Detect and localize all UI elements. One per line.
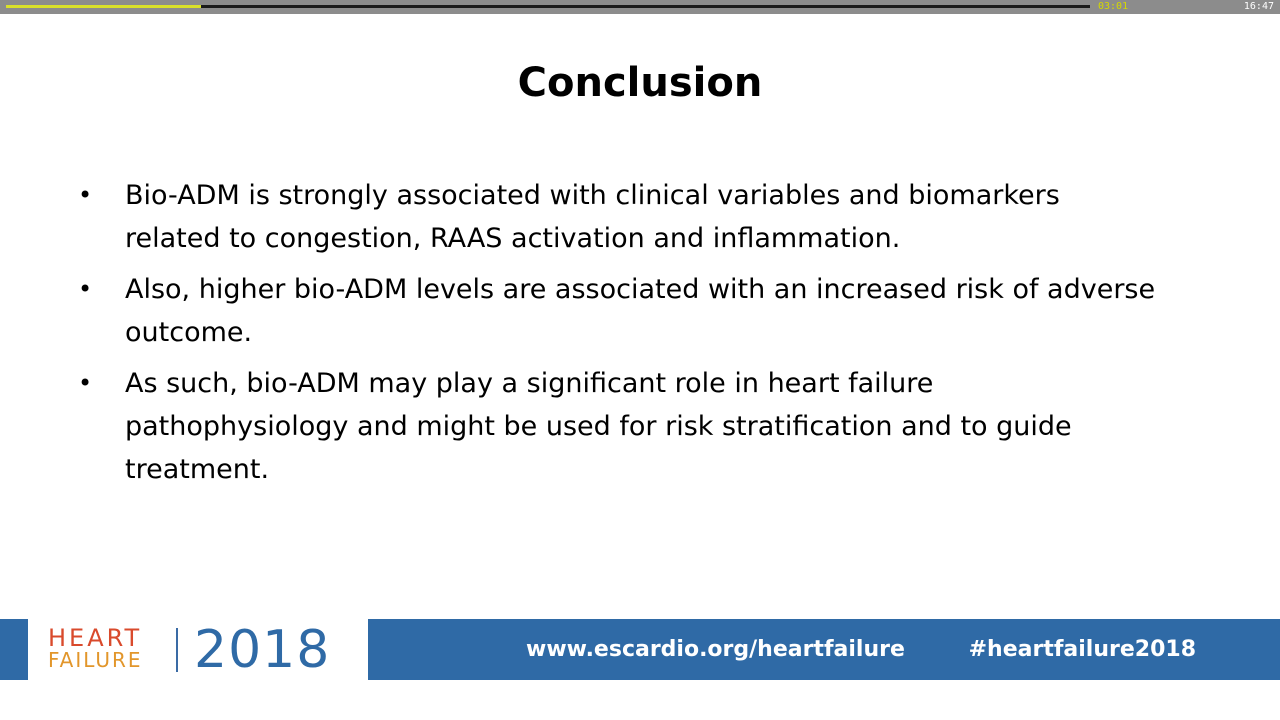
logo-failure-text: FAILURE — [48, 648, 143, 672]
bullet-list — [78, 174, 1158, 499]
bullet-item — [78, 362, 1158, 491]
bullet-text: Bio-ADM is strongly associated with clinical variables and biomarkers related to congestion, RAAS activation and inflammation. — [125, 180, 1060, 254]
bullet-item — [78, 268, 1158, 354]
bullet-icon: • — [78, 275, 93, 303]
total-time: 16:47 — [1243, 1, 1274, 12]
bullet-icon: • — [78, 369, 93, 397]
footer-url: www.escardio.org/heartfailure — [526, 637, 905, 662]
bullet-icon: • — [78, 181, 93, 209]
footer-hashtag: #heartfailure2018 — [968, 637, 1196, 662]
logo-wordmark — [48, 624, 178, 672]
logo-year: 2018 — [194, 620, 331, 680]
logo-divider — [176, 628, 178, 672]
footer-stub — [0, 619, 28, 680]
logo-heart-text: HEART — [48, 624, 143, 652]
bullet-item — [78, 174, 1158, 260]
progress-fill — [6, 5, 201, 8]
video-progress-bar[interactable] — [0, 0, 1280, 14]
bullet-text: Also, higher bio-ADM levels are associated with an increased risk of adverse outcome. — [125, 274, 1156, 348]
slide-title: Conclusion — [517, 60, 763, 106]
conference-logo — [28, 619, 368, 680]
elapsed-time: 03:01 — [1098, 1, 1129, 12]
progress-track[interactable] — [6, 5, 1090, 8]
bullet-text: As such, bio-ADM may play a significant role in heart failure pathophysiology and might be used for risk stratification and to guide treatment. — [125, 368, 1072, 485]
footer-banner — [0, 619, 1280, 680]
